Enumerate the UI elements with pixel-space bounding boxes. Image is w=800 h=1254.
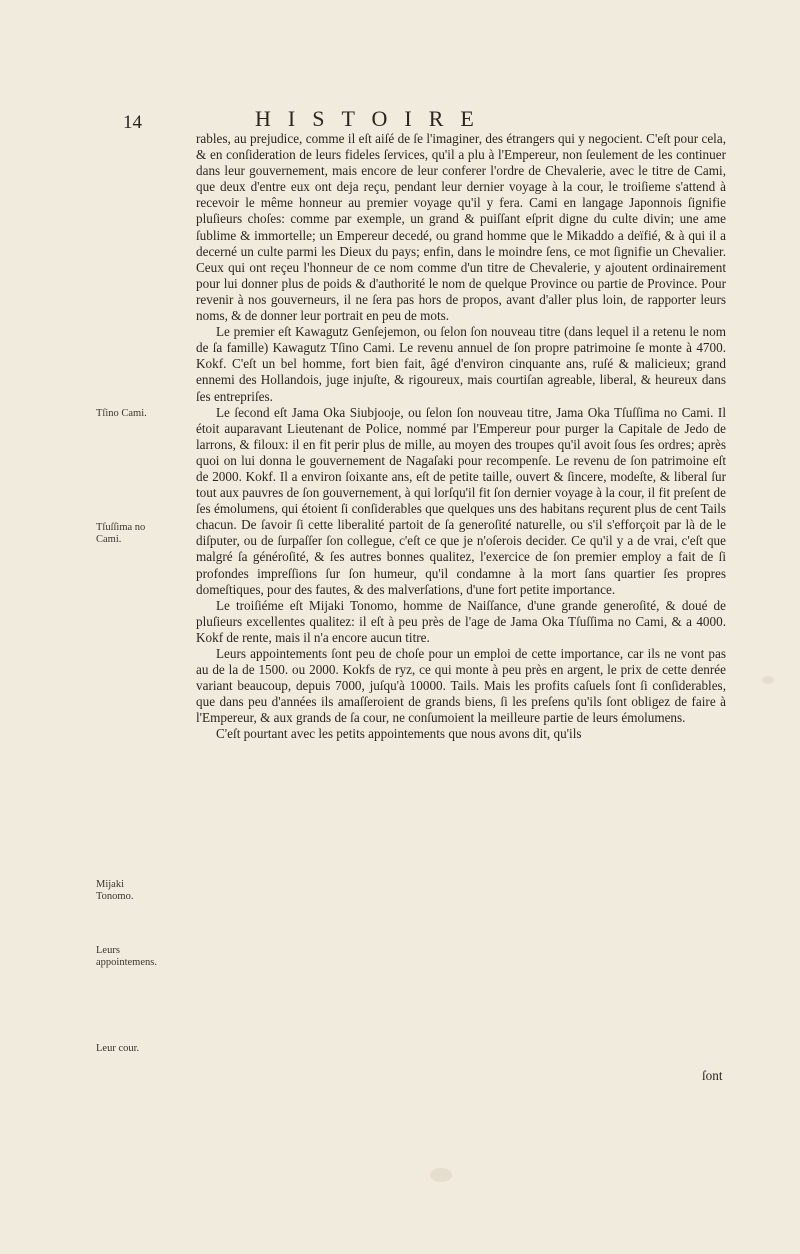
- marginal-note: Tſino Cami.: [96, 408, 147, 419]
- paragraph: Le ſecond eſt Jama Oka Siubjooje, ou ſelon ſon nouveau titre, Jama Oka Tſuſſima no Cami. Il étoit auparavant Lieutenant de Police, nommé par l'Empereur pour purger la Capitale de Jedo de larrons, & filoux: il en fit perir plus de mille, au moyen des troupes qu'il avoit ſous ſes ordres; après quoi on lui donna le gouvernement de Nagaſaki pour recompenſe. Le revenu de ſon patrimoine eſt de 2000. Kokf. Il a environ ſoixante ans, eſt de petite taille, ouvert & ſincere, modeſte, & liberal ſur tout aux pauvres de ſon gouvernement, à qui lorſqu'il fit ſon dernier voyage à la cour, il fit preſent de ſes émolumens, qui étoient ſi conſiderables que quelques uns des habitans reçurent plus de cent Tails chacun. De ſavoir ſi cette liberalité partoit de ſa generoſité naturelle, ou s'il s'efforçoit par là de le diſputer, ou de ſurpaſſer ſon collegue, c'eſt ce que je n'oſerois decider. Ce qu'il y a de vrai, c'eſt que malgré ſa généroſité, & ſes autres bonnes qualitez, l'exercice de ſon premier employ a fait de ſi profondes impreſſions ſur ſon humeur, qu'il condamne à la mort ſans quartier ſes propres domeſtiques, pour des fautes, & des malverſations, d'une fort petite importance.: [196, 404, 726, 597]
- marginal-note: Tſuſſima no Cami.: [96, 522, 146, 545]
- running-head: HISTOIRE: [255, 106, 491, 131]
- page-number: 14: [123, 112, 142, 133]
- body-text: [196, 131, 726, 743]
- paragraph: C'eſt pourtant avec les petits appointements que nous avons dit, qu'ils: [216, 726, 582, 742]
- marginal-note: Mijaki Tonomo.: [96, 879, 134, 902]
- paper-stain: [762, 676, 774, 684]
- paragraph: Leurs appointements ſont peu de choſe pour un emploi de cette importance, car ils ne vont pas au de la de 1500. ou 2000. Kokfs de ryz, ce qui monte à peu près en argent, le prix de cette denrée variant beaucoup, depuis 7000, juſqu'à 10000. Tails. Mais les profits caſuels ſont ſi conſiderables, que dans peu d'années ils amaſſeroient de grands biens, ſi les preſens qu'ils ſont obligez de faire à l'Empereur, & aux grands de ſa cour, ne conſumoient la meilleure partie de leurs émolumens.: [196, 646, 726, 726]
- marginal-note: Leurs appointemens.: [96, 945, 157, 968]
- paper-stain: [430, 1168, 452, 1182]
- paragraph: Le premier eſt Kawagutz Genſejemon, ou ſelon ſon nouveau titre (dans lequel il a retenu le nom de ſa famille) Kawagutz Tſino Cami. Le revenu annuel de ſon propre patrimoine ſe monte à 4700. Kokf. C'eſt un bel homme, fort bien fait, âgé d'environ cinquante ans, ruſé & malicieux; grand ennemi des Hollandois, juge injuſte, & rigoureux, mais courtiſan agreable, liberal, & heureux dans ſes entrepriſes.: [196, 324, 726, 404]
- paragraph: rables, au prejudice, comme il eſt aiſé de ſe l'imaginer, des étrangers qui y negocient. C'eſt pour cela, & en conſideration de leurs fideles ſervices, qu'il a plu à l'Empereur, non ſeulement de les continuer dans leur gouvernement, mais encore de leur conferer l'ordre de Chevalerie, avec le titre de Cami, que deux d'entre eux ont deja reçu, pendant leur dernier voyage à la cour, le troiſieme s'attend à recevoir le même honneur au premier voyage qu'il y fera. Cami en langage Japonnois ſignifie pluſieurs choſes: comme par exemple, un grand & puiſſant eſprit digne du culte divin; une ame ſublime & immortelle; un Empereur decedé, ou grand homme que le Mikaddo a deïfié, & à qui il a decerné un culte parmi les Dieux du pays; enfin, dans le moindre ſens, ce mot ſignifie un Chevalier. Ceux qui ont reçeu l'honneur de ce nom comme d'un titre de Chevalerie, y ajoutent ordinairement pour lui donner plus de poids & d'authorité le nom de quelque Province ou partie de Province. Pour revenir à nos gouverneurs, il ne ſera pas hors de propos, avant d'aller plus loin, de rapporter leurs noms, & de donner leur portrait en peu de mots.: [196, 131, 726, 324]
- catchword: ſont: [702, 1068, 723, 1083]
- paragraph: Le troiſiéme eſt Mijaki Tonomo, homme de Naiſſance, d'une grande generoſité, & doué de pluſieurs excellentes qualitez: il eſt à peu près de l'age de Jama Oka Tſuſſima no Cami, & a 4000. Kokf de rente, mais il n'a encore aucun titre.: [196, 597, 726, 645]
- marginal-note: Leur cour.: [96, 1043, 140, 1054]
